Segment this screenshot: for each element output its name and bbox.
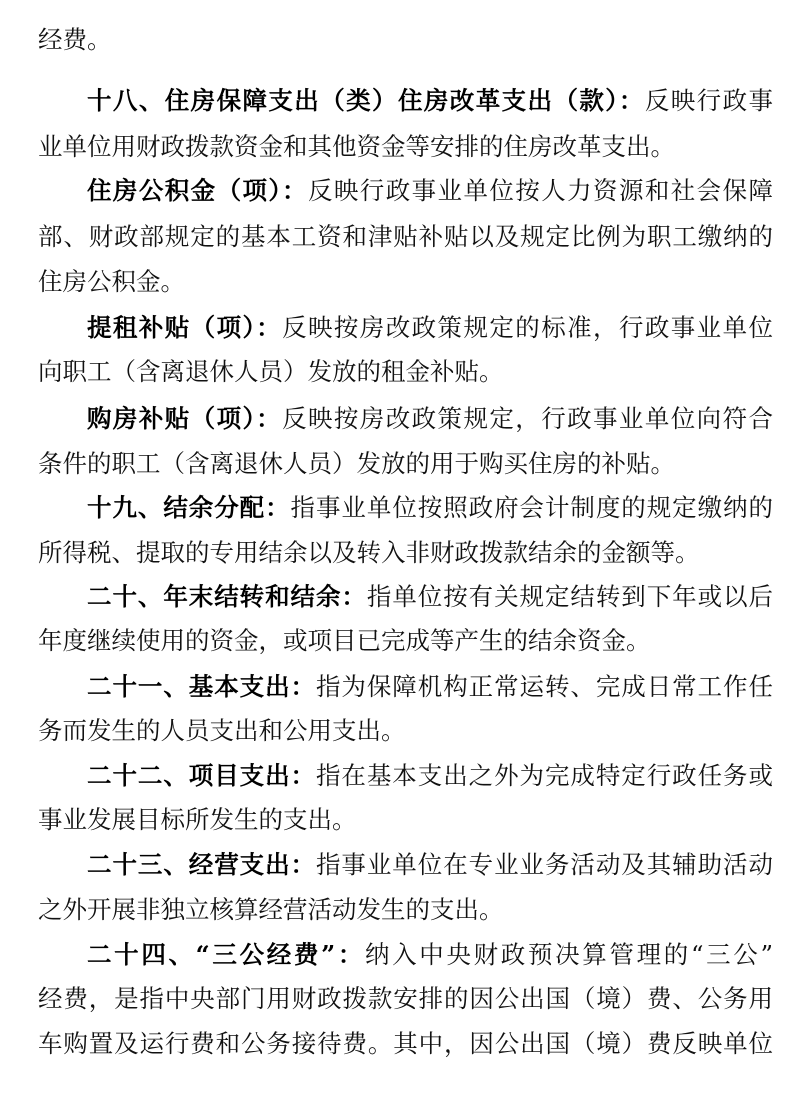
paragraph-line [38,982,773,1016]
body-text: 经费，是指中央部门用财政拨款安排的因公出国（境）费、公务用 [38,984,773,1013]
paragraph-first-line [87,402,773,436]
paragraph-line [38,714,773,748]
paragraph-first-line [87,580,773,614]
body-text: 所得税、提取的专用结余以及转入非财政拨款结余的金额等。 [38,538,700,567]
body-text: 务而发生的人员支出和公用支出。 [38,716,406,745]
body-text: 之外开展非独立核算经营活动发生的支出。 [38,895,504,924]
paragraph-first-line [87,491,773,525]
section-heading: 二十一、基本支出： [87,672,316,701]
paragraph-first-line [87,84,773,118]
body-text: 事业发展目标所发生的支出。 [38,805,357,834]
paragraph-line [38,265,773,299]
paragraph-first-line [87,938,773,972]
body-text: 业单位用财政拨款资金和其他资金等安排的住房改革支出。 [38,132,675,161]
paragraph-first-line [87,848,773,882]
body-text: 反映行政事 [644,86,773,115]
section-heading: 提租补贴（项）： [87,313,283,342]
paragraph-line [38,624,773,658]
section-heading: 十九、结余分配： [87,493,291,522]
section-heading: 二十三、经营支出： [87,850,316,879]
paragraph-line [38,447,773,481]
body-text: 纳入中央财政预决算管理的“三公” [364,940,773,969]
body-text: 指事业单位按照政府会计制度的规定缴纳的 [290,493,774,522]
paragraph-first-line [87,670,773,704]
body-text: 条件的职工（含离退休人员）发放的用于购买住房的补贴。 [38,449,675,478]
body-text: 反映按房改政策规定，行政事业单位向符合 [282,404,774,433]
section-heading: 二十二、项目支出： [87,761,316,790]
paragraph-line [38,130,773,164]
section-heading: 购房补贴（项）： [87,404,283,433]
body-text: 反映按房改政策规定的标准，行政事业单位 [282,313,774,342]
body-text: 经费。 [38,25,112,54]
paragraph-first-line [87,311,773,345]
paragraph-line [38,355,773,389]
body-text: 部、财政部规定的基本工资和津贴补贴以及规定比例为职工缴纳的 [38,222,773,251]
section-heading: 住房公积金（项）： [87,176,308,205]
section-heading: 十八、住房保障支出（类）住房改革支出（款）： [87,86,645,115]
paragraph-line [38,1027,773,1061]
section-heading: 二十四、“三公经费”： [87,940,365,969]
body-text: 指在基本支出之外为完成特定行政任务或 [315,761,774,790]
body-text: 指事业单位在专业业务活动及其辅助活动 [315,850,774,879]
section-heading: 二十、年末结转和结余： [87,582,367,611]
paragraph-line [38,220,773,254]
paragraph-line [38,536,773,570]
body-text: 向职工（含离退休人员）发放的租金补贴。 [38,357,504,386]
paragraph-line [38,23,773,57]
body-text: 车购置及运行费和公务接待费。其中，因公出国（境）费反映单位 [38,1029,773,1058]
paragraph-line [38,803,773,837]
paragraph-first-line [87,759,773,793]
body-text: 年度继续使用的资金，或项目已完成等产生的结余资金。 [38,626,651,655]
paragraph-line [38,893,773,927]
body-text: 反映行政事业单位按人力资源和社会保障 [307,176,774,205]
paragraph-first-line [87,174,773,208]
body-text: 指单位按有关规定结转到下年或以后 [366,582,774,611]
body-text: 住房公积金。 [38,267,185,296]
body-text: 指为保障机构正常运转、完成日常工作任 [315,672,774,701]
